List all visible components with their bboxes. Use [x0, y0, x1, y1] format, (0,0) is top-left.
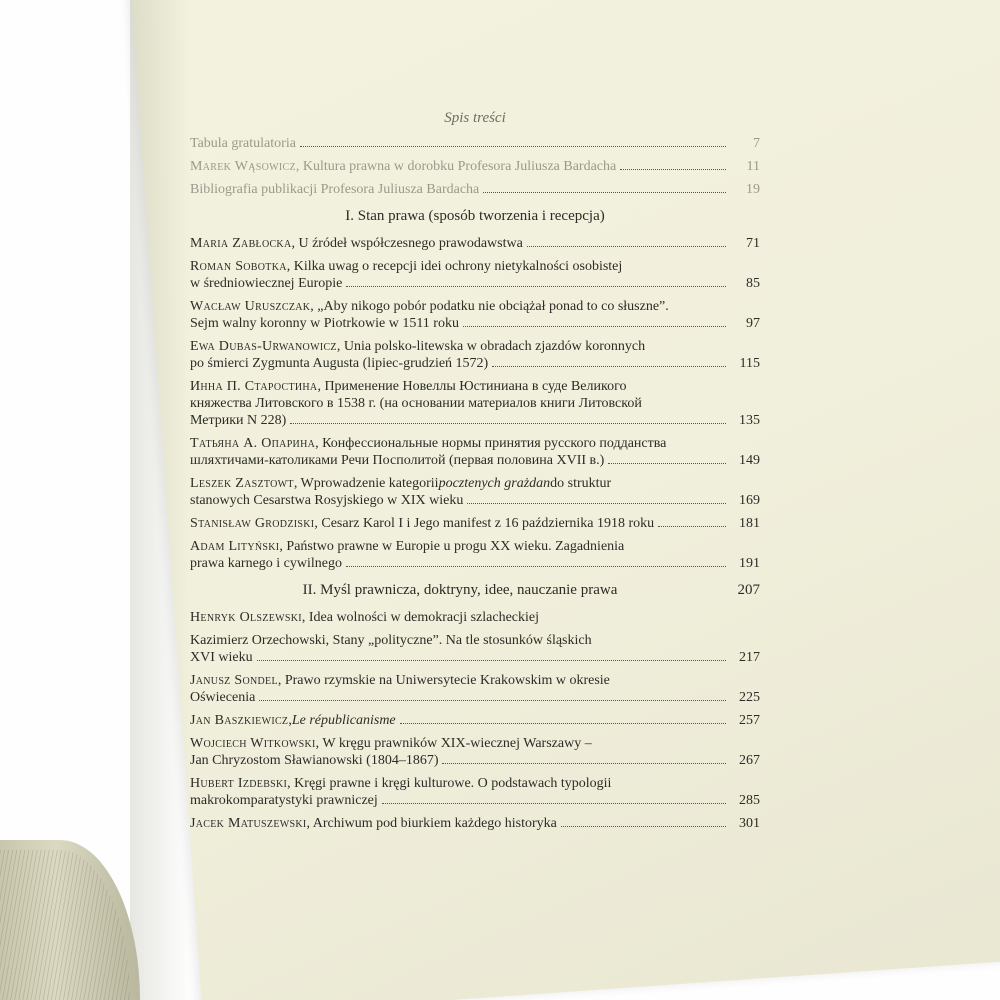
leader-dots [257, 660, 726, 661]
entry-text: , U źródeł współczesnego prawodawstwa [291, 236, 523, 251]
entry-text: , W kręgu prawników XIX-wiecznej Warszawy – [315, 736, 592, 751]
page-number: 149 [739, 453, 760, 468]
entry-author: Wojciech Witkowski [190, 736, 316, 751]
section-heading: I. Stan prawa (sposób tworzenia i recepcja) [345, 208, 605, 224]
entry-text: , Idea wolności w demokracji szlacheckiej [301, 610, 539, 625]
section-heading-row [190, 582, 760, 599]
page-number: 7 [753, 136, 760, 151]
leader-dots [527, 246, 726, 247]
entry-text-continued: prawa karnego i cywilnego [190, 556, 342, 571]
page-number: 301 [739, 816, 760, 831]
entry-text-italic: pocztenych grażdan [438, 476, 551, 491]
leader-dots [463, 326, 726, 327]
toc-entry [190, 735, 760, 769]
leader-dots [300, 146, 726, 147]
entry-text: , „Aby nikogo pobór podatku nie obciążał ponad to co słuszne”. [310, 299, 669, 314]
toc-entry [190, 158, 760, 175]
page-number: 115 [739, 356, 760, 371]
toc-entry [190, 609, 760, 626]
toc-entry [190, 632, 760, 666]
leader-dots [442, 763, 726, 764]
entry-text-continued: stanowych Cesarstwa Rosyjskiego w XIX wieku [190, 493, 464, 508]
entry-author: Татьяна А. Опарина [190, 436, 316, 451]
leader-dots [290, 423, 726, 424]
entry-text: Bibliografia publikacji Profesora Juliusza Bardacha [190, 182, 480, 197]
leader-dots [346, 566, 726, 567]
toc-entry [190, 378, 760, 429]
entry-text: Tabula gratulatoria [190, 136, 296, 151]
leader-dots [400, 723, 726, 724]
section-heading: II. Myśl prawnicza, doktryny, idee, nauczanie prawa [302, 582, 618, 598]
toc-entry [190, 338, 760, 372]
entry-text: , Применение Новеллы Юстиниана в суде Великого [317, 379, 627, 394]
leader-dots [467, 503, 726, 504]
toc-entry [190, 181, 760, 198]
page-number: 217 [739, 650, 760, 665]
entry-text: , Kultura prawna w dorobku Profesora Juliusza Bardacha [295, 159, 617, 174]
page-number: 181 [739, 516, 760, 531]
page-number: 285 [739, 793, 760, 808]
entry-author: Jacek Matuszewski [190, 816, 307, 831]
toc-entry [190, 435, 760, 469]
toc-entry [190, 475, 760, 509]
entry-text: , Wprowadzenie kategorii [293, 476, 439, 491]
entry-author: Ewa Dubas-Urwanowicz [190, 339, 337, 354]
entry-text-continued: w średniowiecznej Europie [190, 276, 343, 291]
entry-text-continued: makrokomparatystyki prawniczej [190, 793, 378, 808]
table-of-contents [190, 110, 760, 838]
entry-author: Stanisław Grodziski [190, 516, 315, 531]
page-number: 207 [737, 582, 760, 598]
entry-text-continued: Jan Chryzostom Sławianowski (1804–1867) [190, 753, 439, 768]
leader-dots [658, 526, 726, 527]
toc-title: Spis treści [444, 110, 506, 126]
leader-dots [608, 463, 726, 464]
page-number: 85 [746, 276, 760, 291]
page-number: 267 [739, 753, 760, 768]
entry-text: Kazimierz Orzechowski, Stany „polityczne”. Na tle stosunków śląskich [190, 633, 592, 648]
leader-dots [382, 803, 726, 804]
page-number: 257 [739, 713, 760, 728]
entry-author: Jan Baszkiewicz [190, 713, 289, 728]
entry-author: Henryk Olszewski [190, 610, 302, 625]
entry-text: , Prawo rzymskie na Uniwersytecie Krakowskim w okresie [277, 673, 610, 688]
entry-text-continued: Oświecenia [190, 690, 256, 705]
entry-text: , Kilka uwag o recepcji idei ochrony nietykalności osobistej [286, 259, 623, 274]
entry-author: Marek Wąsowicz [190, 159, 296, 174]
entry-author: Wacław Uruszczak [190, 299, 311, 314]
toc-entry [190, 298, 760, 332]
toc-entry [190, 258, 760, 292]
entry-text: , Państwo prawne w Europie u progu XX wieku. Zagadnienia [279, 539, 625, 554]
toc-entry [190, 538, 760, 572]
book-page-stack-lines [0, 850, 130, 1000]
entry-text: , Cesarz Karol I i Jego manifest z 16 października 1918 roku [314, 516, 655, 531]
entry-author: Roman Sobotka [190, 259, 287, 274]
page-number: 19 [746, 182, 760, 197]
entry-author: Hubert Izdebski [190, 776, 288, 791]
page-number: 225 [739, 690, 760, 705]
toc-entry [190, 515, 760, 532]
entry-text: , Kręgi prawne i kręgi kulturowe. O podstawach typologii [287, 776, 612, 791]
entry-text-continued: шляхтичами-католиками Речи Посполитой (первая половина XVII в.) [190, 453, 605, 468]
page-number: 191 [739, 556, 760, 571]
entry-author: Leszek Zasztowt [190, 476, 294, 491]
leader-dots [492, 366, 726, 367]
entry-text: , Archiwum pod biurkiem każdego historyka [306, 816, 557, 831]
leader-dots [346, 286, 726, 287]
entry-separator: , [288, 713, 292, 728]
page-number: 11 [746, 159, 760, 174]
entry-text-italic: Le républicanisme [291, 713, 396, 728]
leader-dots [620, 169, 726, 170]
entry-author: Janusz Sondel [190, 673, 278, 688]
entry-author: Инна П. Старостина [190, 379, 318, 394]
toc-entry [190, 815, 760, 832]
toc-entry [190, 775, 760, 809]
toc-entry [190, 672, 760, 706]
entry-text-continued: Метрики N 228) [190, 413, 287, 428]
entry-text-continued: Sejm walny koronny w Piotrkowie w 1511 roku [190, 316, 459, 331]
page-number: 97 [746, 316, 760, 331]
entry-author: Adam Lityński [190, 539, 280, 554]
page-gutter-shadow [130, 0, 190, 1000]
entry-text-continued: XVI wieku [190, 650, 253, 665]
entry-author: Maria Zabłocka [190, 236, 292, 251]
toc-entry [190, 712, 760, 729]
leader-dots [259, 700, 726, 701]
leader-dots [561, 826, 726, 827]
entry-text: , Unia polsko-litewska w obradach zjazdów koronnych [336, 339, 646, 354]
page-number: 169 [739, 493, 760, 508]
toc-entry [190, 235, 760, 252]
entry-text: do struktur [550, 476, 612, 491]
leader-dots [483, 192, 726, 193]
toc-entry [190, 135, 760, 152]
entry-text-continued: княжества Литовского в 1538 г. (на основании материалов книги Литовской [190, 396, 642, 411]
entry-text-continued: po śmierci Zygmunta Augusta (lipiec-grudzień 1572) [190, 356, 489, 371]
entry-text: , Конфессиональные нормы принятия русского подданства [315, 436, 667, 451]
page-number: 135 [739, 413, 760, 428]
page-number: 71 [746, 236, 760, 251]
